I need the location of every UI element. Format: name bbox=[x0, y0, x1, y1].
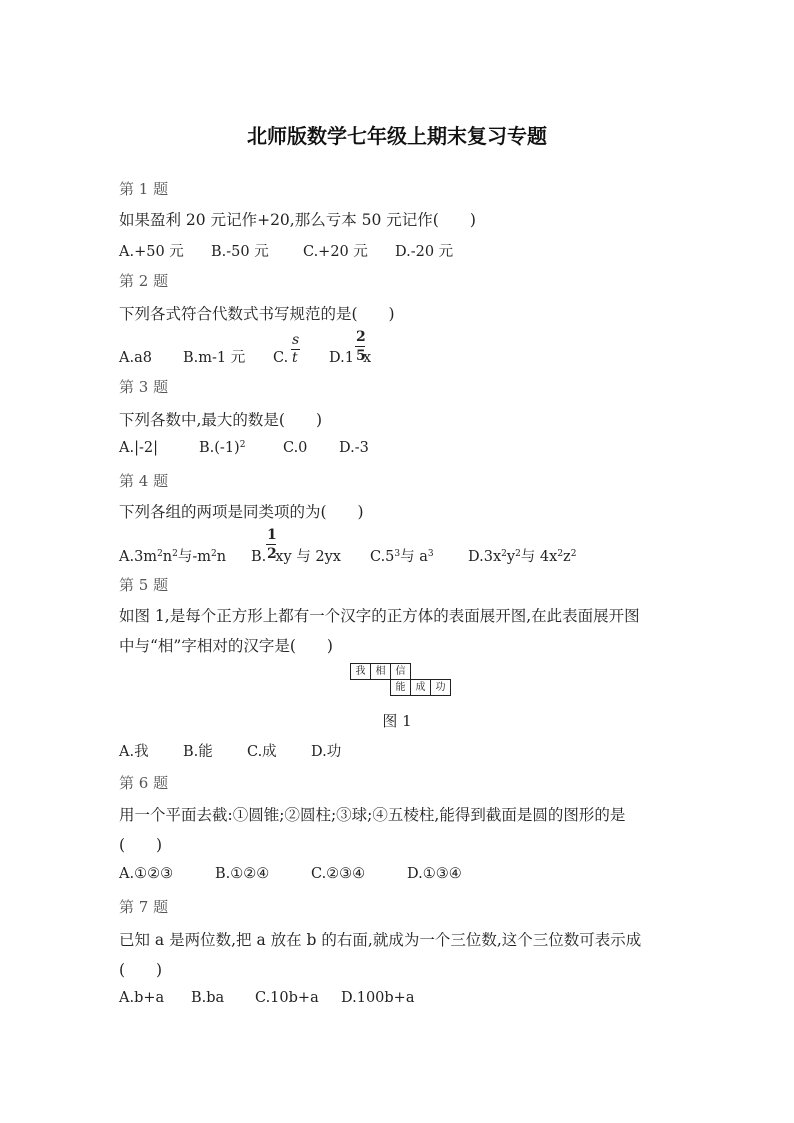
option-c: C.0 bbox=[283, 440, 308, 456]
question-7-text-line1: 已知 a 是两位数,把 a 放在 b 的右面,就成为一个三位数,这个三位数可表示成 bbox=[119, 931, 642, 949]
question-3-options bbox=[119, 440, 369, 456]
net-cell: 成 bbox=[410, 679, 431, 696]
net-cell: 信 bbox=[390, 663, 411, 680]
question-3-label: 第 3 题 bbox=[119, 378, 169, 396]
option-a: A.+50 元 bbox=[119, 244, 184, 260]
figure-caption: 图 1 bbox=[382, 712, 412, 730]
option-d: D.①③④ bbox=[407, 866, 462, 882]
option-a: A.a8 bbox=[119, 350, 152, 366]
option-c: C.+20 元 bbox=[303, 244, 368, 260]
option-b: B.①②④ bbox=[215, 866, 270, 882]
option-b: B. xy 与 2yx bbox=[251, 549, 341, 565]
question-6-text-line2: ( ) bbox=[119, 836, 163, 854]
option-a: A.|-2| bbox=[119, 440, 158, 456]
fraction-numerator: s bbox=[292, 332, 300, 348]
option-b: B.ba bbox=[191, 990, 225, 1006]
option-a: A.我 bbox=[119, 744, 149, 760]
question-6-text-line1: 用一个平面去截:①圆锥;②圆柱;③球;④五棱柱,能得到截面是圆的图形的是 bbox=[119, 806, 626, 824]
question-7-text-line2: ( ) bbox=[119, 961, 163, 979]
question-2-label: 第 2 题 bbox=[119, 272, 169, 290]
question-2-text: 下列各式符合代数式书写规范的是( ) bbox=[119, 305, 395, 323]
question-1-text: 如果盈利 20 元记作+20,那么亏本 50 元记作( ) bbox=[119, 211, 476, 229]
option-b: B.-50 元 bbox=[211, 244, 269, 260]
fraction-denominator: t bbox=[292, 350, 298, 366]
option-d: $D.3x^2y^2$与 $4x^2z^2$ bbox=[468, 549, 577, 565]
option-b: B.m-1 元 bbox=[183, 350, 246, 366]
fraction-denominator: 2 bbox=[267, 546, 277, 562]
option-b: $B.(-1)^2$ bbox=[199, 440, 246, 456]
option-c: C. bbox=[273, 350, 289, 366]
question-6-label: 第 6 题 bbox=[119, 774, 169, 792]
fraction-numerator: 2 bbox=[356, 329, 366, 345]
option-c: $C.5^3$与 $a^3$ bbox=[370, 549, 434, 565]
fraction-denominator: 5 bbox=[356, 348, 366, 364]
question-4-text: 下列各组的两项是同类项的为( ) bbox=[119, 503, 364, 521]
option-d: D.1 x bbox=[329, 350, 372, 366]
question-5-options bbox=[119, 740, 341, 761]
question-5-text-line2: 中与“相”字相对的汉字是( ) bbox=[119, 637, 333, 655]
question-7-options bbox=[119, 990, 414, 1006]
option-c: C.成 bbox=[247, 744, 277, 760]
option-a: A.b+a bbox=[119, 990, 165, 1006]
option-d: D.-20 元 bbox=[395, 244, 454, 260]
question-3-text: 下列各数中,最大的数是( ) bbox=[119, 411, 323, 429]
question-1-label: 第 1 题 bbox=[119, 180, 169, 198]
option-d: D.100b+a bbox=[341, 990, 415, 1006]
net-cell: 能 bbox=[390, 679, 411, 696]
question-4-options bbox=[119, 545, 576, 566]
option-a: A.①②③ bbox=[119, 866, 174, 882]
question-5-text-line1: 如图 1,是每个正方形上都有一个汉字的正方体的表面展开图,在此表面展开图 bbox=[119, 607, 640, 625]
question-7-label: 第 7 题 bbox=[119, 898, 169, 916]
question-5-label: 第 5 题 bbox=[119, 576, 169, 594]
net-cell: 相 bbox=[370, 663, 391, 680]
cube-net-figure bbox=[350, 663, 446, 701]
question-4-label: 第 4 题 bbox=[119, 472, 169, 490]
question-2-options bbox=[119, 346, 371, 367]
option-b: B.能 bbox=[183, 744, 213, 760]
fraction-numerator: 1 bbox=[267, 527, 277, 543]
option-c: C.10b+a bbox=[255, 990, 319, 1006]
option-d: D.功 bbox=[311, 744, 342, 760]
page-title: 北师版数学七年级上期末复习专题 bbox=[247, 124, 547, 148]
option-d: D.-3 bbox=[339, 440, 369, 456]
option-c: C.②③④ bbox=[311, 866, 366, 882]
fraction-bar bbox=[266, 544, 276, 545]
net-cell: 我 bbox=[350, 663, 371, 680]
question-1-options bbox=[119, 240, 453, 261]
question-6-options bbox=[119, 866, 462, 882]
net-cell: 功 bbox=[430, 679, 451, 696]
fraction-bar bbox=[355, 346, 365, 347]
option-a: $A.3m^2n^2$与$-m^2n$ bbox=[119, 549, 227, 565]
